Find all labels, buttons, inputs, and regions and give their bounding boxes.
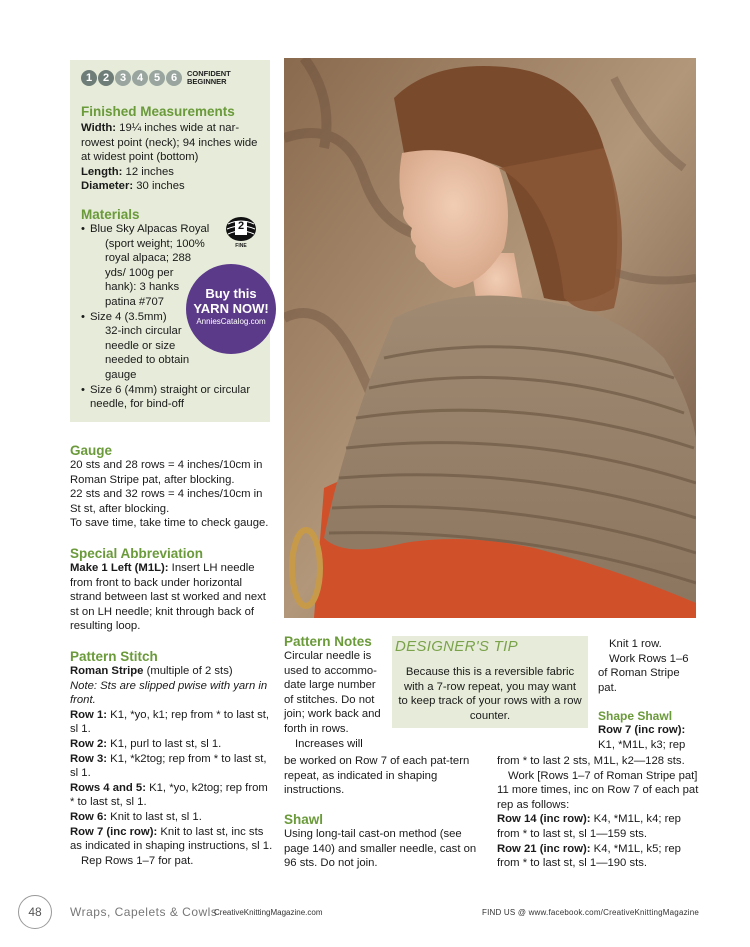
skill-dot-6: 6 xyxy=(166,70,182,86)
stitch-row: Row 6: Knit to last st, sl 1. xyxy=(70,810,202,823)
footer-site-link[interactable]: CreativeKnittingMagazine.com xyxy=(214,908,323,917)
finished-title: Finished Measurements xyxy=(81,104,235,119)
pattern-notes-section: Pattern Notes Circular needle is used to accommo-date large number of stitches. Do not join; work back and forth in rows. Increases will xyxy=(284,634,381,750)
stitch-row: Row 7 (inc row): Knit to last st, inc sts as indicated in shaping instructions, sl 1. xyxy=(70,825,273,853)
shape-shawl-title: Shape Shawl xyxy=(598,709,673,724)
designers-tip-title: DESIGNER'S TIP xyxy=(395,638,518,655)
footer-facebook-link[interactable]: FIND US @ www.facebook.com/CreativeKnittingMagazine xyxy=(482,908,700,917)
yarn-weight-icon: 2 FINE xyxy=(224,216,258,253)
skill-label: CONFIDENT BEGINNER xyxy=(187,69,231,86)
pattern-notes-title: Pattern Notes xyxy=(284,634,372,649)
stitch-row: Rows 4 and 5: K1, *yo, k2tog; rep from * to last st, sl 1. xyxy=(70,781,268,809)
abbreviation-title: Special Abbreviation xyxy=(70,546,204,561)
material-needle-1: • Size 4 (3.5mm) 32-inch circular needle or size needed to obtain gauge xyxy=(81,310,261,383)
pattern-stitch-title: Pattern Stitch xyxy=(70,649,158,664)
skill-dot-1: 1 xyxy=(81,70,97,86)
designers-tip-box: DESIGNER'S TIP Because this is a reversible fabric with a 7-row repeat, you may want to keep track of your rows with a row counter. xyxy=(392,636,588,728)
skill-dot-4: 4 xyxy=(132,70,148,86)
footer-section-title: Wraps, Capelets & Cowls xyxy=(70,905,218,919)
material-needle-2: • Size 6 (4mm) straight or circular needle, for bind-off xyxy=(81,383,261,412)
model-shawl-photo xyxy=(284,58,696,618)
finished-measurements: Finished Measurements Width: 19¼ inches wide at nar-rowest point (neck); 94 inches wide at widest point (bottom) Length: 12 inches Diameter: 30 inches xyxy=(81,104,261,194)
pattern-notes-continued: be worked on Row 7 of each pat-tern repeat, as indicated in shaping instructions. xyxy=(284,755,470,797)
stitch-row: Row 2: K1, purl to last st, sl 1. xyxy=(70,737,222,750)
right-column-bottom: from * to last 2 sts, M1L, k2—128 sts. Work [Rows 1–7 of Roman Stripe pat] 11 more times, inc on Row 7 of each pat rep as follows: Row 14 (inc row): K4, *M1L, k4; rep from * to last st, sl 1—159 sts. Row 21 (inc row): K4, *M1L, k5; rep from * to last st, sl 1—190 sts. xyxy=(497,755,699,870)
shawl-title: Shawl xyxy=(284,812,324,827)
skill-dot-3: 3 xyxy=(115,70,131,86)
stitch-row: Row 3: K1, *k2tog; rep from * to last st, sl 1. xyxy=(70,752,267,780)
pattern-stitch-section: Pattern Stitch Roman Stripe (multiple of 2 sts) Note: Sts are slipped pwise with yarn in front. Row 1: K1, *yo, k1; rep from * to last st, sl 1. Row 2: K1, purl to last st, sl 1. Row 3: K1, *k2tog; rep from * to last st, sl 1. Rows 4 and 5: K1, *yo, k2tog; rep from * to last st, sl 1. Row 6: Knit to last st, sl 1. Row 7 (inc row): Knit to last st, inc sts as indicated in shaping instructions, sl 1. Rep Rows 1–7 for pat. xyxy=(70,649,275,868)
stitch-row: Row 1: K1, *yo, k1; rep from * to last st, sl 1. xyxy=(70,708,270,736)
skill-level xyxy=(81,70,231,86)
material-yarn: • Blue Sky Alpacas Royal (sport weight; 100% royal alpaca; 288 yds/ 100g per hank): 3 hanks patina #707 xyxy=(81,222,261,310)
materials-title: Materials xyxy=(81,207,140,222)
skill-dot-2: 2 xyxy=(98,70,114,86)
buy-yarn-button[interactable]: Buy this YARN NOW! AnniesCatalog.com xyxy=(186,264,276,354)
skill-dot-5: 5 xyxy=(149,70,165,86)
gauge-title: Gauge xyxy=(70,443,113,458)
shawl-section: Shawl Using long-tail cast-on method (see page 140) and smaller needle, cast on 96 sts. Do not join. xyxy=(284,812,484,871)
page-number: 48 xyxy=(18,895,52,929)
right-column-top: Knit 1 row. Work Rows 1–6 of Roman Stripe pat. Shape Shawl Row 7 (inc row): K1, *M1L, k3; rep xyxy=(598,637,698,753)
abbreviation-section: Special Abbreviation Make 1 Left (M1L): Insert LH needle from front to back under horizontal strand between last st worked and next st on LH needle; knit through back of resulting loop. xyxy=(70,546,275,634)
gauge-section: Gauge 20 sts and 28 rows = 4 inches/10cm in Roman Stripe pat, after blocking. 22 sts and 32 rows = 4 inches/10cm in St st, after blocking. To save time, take time to check gauge. xyxy=(70,443,275,531)
